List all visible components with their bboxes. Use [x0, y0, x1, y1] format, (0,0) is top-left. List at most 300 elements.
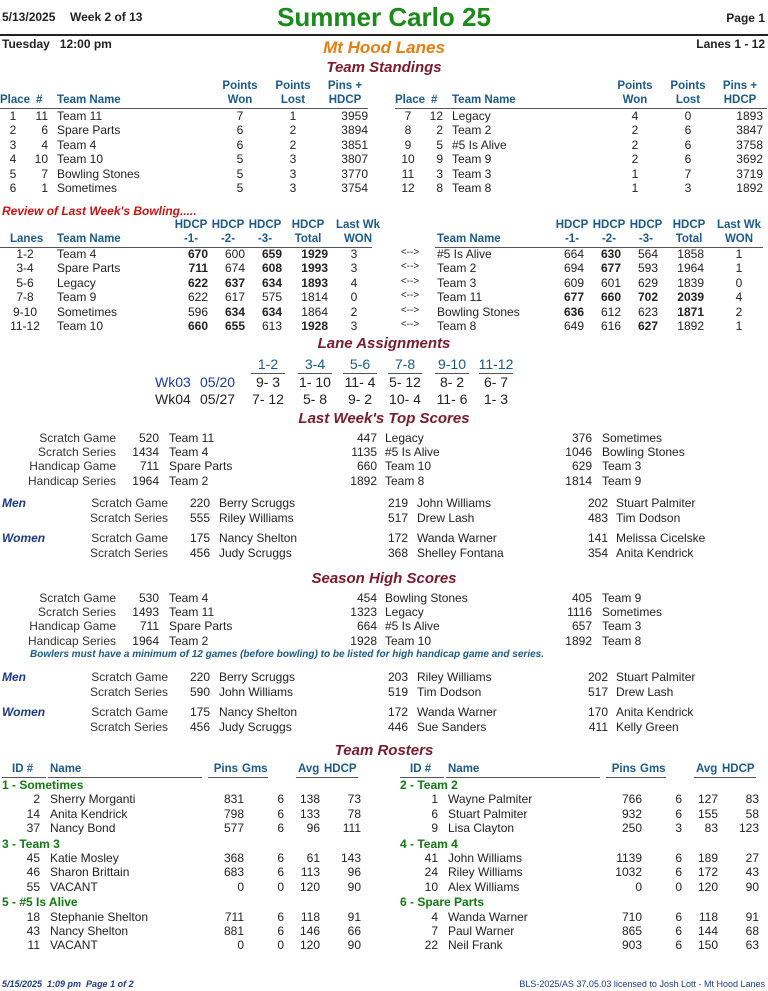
bowler-id: 9 [431, 821, 438, 836]
hdcp-game-header: HDCP [248, 219, 282, 231]
score-value: 629 [571, 459, 592, 474]
team-name-header: Team Name [437, 233, 501, 245]
last-week-won-header: WON [343, 233, 373, 245]
last-week-won-header: Last Wk [335, 219, 381, 231]
hdcp-game-header: HDCP [211, 219, 245, 231]
place-cell: 6 [9, 181, 17, 195]
pins-cell: 932 [621, 806, 642, 821]
bowler-name: Judy Scruggs [219, 545, 292, 560]
score-category: Scratch Game [39, 590, 116, 605]
pins-hdcp-header: HDCP [723, 94, 757, 106]
score-category: Scratch Series [89, 545, 168, 560]
top-scores-title: Last Week's Top Scores [298, 410, 470, 427]
score-cell: 649 [563, 319, 584, 333]
roster-team-name: 5 - #5 Is Alive [2, 895, 78, 910]
team-name-header: Team Name [452, 94, 516, 106]
team-number-cell: 8 [436, 181, 443, 195]
score-category: Scratch Series [89, 719, 168, 734]
games-cell: 6 [675, 851, 682, 865]
average-header: Avg [298, 763, 320, 775]
team-number-cell: 10 [34, 152, 48, 167]
average-cell: 189 [697, 851, 718, 865]
team-name-cell: Bowling Stones [437, 304, 520, 319]
place-cell: 12 [401, 181, 415, 195]
score-value: 555 [189, 510, 210, 525]
score-value: 220 [189, 496, 210, 511]
hdcp-total-header: Total [294, 233, 322, 245]
team-name: Team 8 [602, 633, 642, 648]
lanes-cell: 11-12 [10, 319, 40, 333]
hdcp-cell: 78 [347, 806, 361, 821]
team-name-cell: Team 10 [57, 319, 104, 333]
score-cell: 660 [600, 290, 621, 305]
last-week-won-cell: 3 [350, 247, 358, 261]
team-name-cell: Team 9 [57, 290, 97, 305]
bowler-name: Katie Mosley [50, 851, 119, 865]
score-value: 368 [387, 545, 408, 560]
bowler-id: 10 [424, 879, 438, 894]
games-cell: 6 [277, 924, 284, 938]
average-header: Avg [696, 763, 718, 775]
pins-cell: 0 [237, 879, 244, 894]
points-won-header: Points [617, 80, 653, 92]
pins-cell: 711 [224, 909, 244, 924]
bowler-name: Tim Dodson [417, 684, 482, 699]
points-lost-cell: 3 [289, 166, 297, 181]
games-header: Gms [640, 763, 666, 775]
lanes-cell: 1-2 [16, 247, 34, 261]
last-week-won-cell: 3 [350, 319, 358, 333]
team-name-cell: Bowling Stones [57, 166, 140, 181]
games-cell: 6 [675, 792, 682, 807]
team-number-header: # [431, 94, 438, 106]
average-cell: 150 [697, 938, 718, 953]
points-won-cell: 2 [631, 152, 639, 167]
bowler-name: Anita Kendrick [616, 545, 694, 560]
pins-hdcp-cell: 3758 [736, 137, 763, 152]
men-label: Men [2, 670, 26, 685]
team-name: #5 Is Alive [385, 619, 440, 634]
lane-assignments-title: Lane Assignments [317, 335, 451, 352]
score-cell: 613 [261, 319, 282, 333]
team-name: Team 2 [169, 473, 209, 488]
place-cell: 3 [9, 137, 17, 152]
hdcp-cell: 43 [745, 865, 759, 880]
average-cell: 146 [299, 924, 320, 938]
score-cell: 674 [224, 261, 245, 276]
bowler-name: Sharon Brittain [50, 865, 130, 880]
lane-pair-header: 3-4 [304, 356, 326, 372]
bowler-name: Berry Scruggs [219, 496, 296, 511]
points-won-cell: 5 [236, 166, 244, 181]
games-cell: 6 [675, 909, 682, 924]
score-value: 220 [189, 670, 210, 685]
team-name-cell: Team 2 [437, 261, 477, 276]
score-value: 141 [587, 531, 608, 546]
score-cell: 655 [224, 319, 245, 333]
hdcp-game-header: HDCP [555, 219, 589, 231]
points-won-header: Won [622, 94, 648, 106]
games-cell: 0 [675, 879, 682, 894]
lane-pair-header: 5-6 [349, 356, 371, 372]
pins-cell: 250 [621, 821, 642, 836]
score-value: 203 [387, 670, 408, 685]
points-lost-cell: 7 [684, 166, 692, 181]
bowler-name: Nancy Shelton [219, 705, 298, 720]
place-header: Place [0, 94, 31, 106]
team-number-cell: 2 [436, 123, 443, 138]
bowler-name: Judy Scruggs [219, 719, 292, 734]
score-value: 1434 [132, 444, 159, 459]
lanes-cell: 7-8 [16, 290, 34, 305]
team-name-cell: Team 9 [452, 152, 492, 167]
versus-arrow: <--> [400, 247, 420, 258]
points-won-cell: 4 [631, 109, 639, 123]
points-lost-cell: 3 [684, 181, 692, 195]
pins-hdcp-header: Pins + [722, 80, 758, 92]
team-name-cell: Team 2 [452, 123, 492, 138]
team-name: Sometimes [602, 430, 663, 445]
points-won-cell: 1 [631, 166, 639, 181]
score-value: 711 [139, 459, 159, 474]
score-cell: 622 [187, 275, 208, 290]
lane-pair-header: 1-2 [257, 356, 279, 372]
points-won-cell: 2 [631, 123, 639, 138]
team-name-cell: #5 Is Alive [452, 137, 507, 152]
score-cell: 664 [563, 247, 584, 261]
review-title: Review of Last Week's Bowling..... [2, 204, 197, 218]
score-value: 454 [356, 590, 377, 605]
games-cell: 6 [277, 865, 284, 880]
team-name-cell: Legacy [452, 109, 491, 123]
bowler-name: Drew Lash [417, 510, 475, 525]
hdcp-cell: 90 [347, 938, 361, 953]
bowler-name: Shelley Fontana [417, 545, 504, 560]
hdcp-game-header: HDCP [174, 219, 208, 231]
score-value: 1135 [351, 444, 377, 459]
score-category: Scratch Game [91, 670, 168, 685]
score-value: 456 [189, 545, 210, 560]
team-name: Team 4 [169, 444, 209, 459]
average-cell: 120 [697, 879, 718, 894]
team-name-cell: Team 8 [452, 181, 492, 195]
score-value: 175 [189, 531, 210, 546]
versus-arrow: <--> [400, 261, 420, 273]
team-number-cell: 7 [41, 166, 48, 181]
team-matchup: 1- 10 [299, 374, 331, 390]
hdcp-game-header: -2- [220, 233, 236, 245]
team-number-cell: 9 [436, 152, 443, 167]
score-value: 172 [387, 531, 408, 546]
roster-team-name: 1 - Sometimes [2, 778, 84, 792]
average-cell: 127 [697, 792, 718, 807]
team-name-cell: Sometimes [57, 181, 118, 195]
place-header: Place [395, 94, 426, 106]
points-lost-cell: 0 [684, 109, 692, 123]
bowler-name: Riley Williams [219, 510, 294, 525]
score-cell: 637 [224, 275, 245, 290]
score-value: 1116 [567, 604, 592, 619]
team-name: Team 3 [602, 619, 642, 634]
last-week-won-cell: 2 [350, 304, 358, 319]
points-lost-header: Points [670, 80, 706, 92]
last-week-won-cell: 0 [350, 290, 358, 305]
points-lost-cell: 3 [289, 181, 297, 195]
pins-hdcp-cell: 3894 [341, 123, 368, 138]
bowler-name: John Williams [219, 684, 294, 699]
bowler-name: Stephanie Shelton [50, 909, 149, 924]
pins-cell: 0 [237, 938, 244, 953]
team-name-cell: Spare Parts [57, 261, 121, 276]
games-cell: 0 [277, 938, 284, 953]
points-won-cell: 6 [236, 137, 244, 152]
week-date: 05/20 [200, 374, 236, 390]
women-label: Women [2, 705, 46, 720]
points-won-cell: 2 [631, 137, 639, 152]
score-cell: 677 [563, 290, 584, 305]
place-cell: 7 [404, 109, 412, 123]
women-label: Women [2, 531, 46, 546]
pins-cell: 881 [223, 924, 244, 938]
score-value: 657 [571, 619, 592, 634]
team-name: Team 11 [169, 604, 215, 619]
hdcp-cell: 63 [745, 938, 759, 953]
place-cell: 2 [9, 123, 17, 138]
bowler-name: Lisa Clayton [448, 821, 515, 836]
team-name-cell: Team 11 [57, 109, 103, 123]
games-cell: 0 [277, 879, 284, 894]
score-cell: 629 [637, 275, 658, 290]
last-week-won-cell: 4 [735, 290, 743, 305]
team-name: Team 4 [169, 590, 209, 605]
hdcp-cell: 91 [745, 909, 759, 924]
score-value: 1046 [565, 444, 592, 459]
score-cell: 670 [187, 247, 208, 261]
score-cell: 1892 [677, 319, 704, 333]
score-cell: 659 [261, 247, 282, 261]
bowler-id: 18 [26, 909, 40, 924]
week-label: Wk03 [155, 374, 191, 390]
place-cell: 10 [401, 152, 415, 167]
standings-title: Team Standings [326, 59, 442, 76]
pins-cell: 577 [223, 821, 244, 836]
place-cell: 9 [404, 137, 412, 152]
hdcp-cell: 73 [347, 792, 361, 807]
footer-left: 5/15/2025 1:09 pm Page 1 of 2 [2, 979, 134, 989]
pins-cell: 0 [635, 879, 642, 894]
score-value: 376 [571, 430, 592, 445]
score-value: 520 [138, 430, 159, 445]
score-value: 1814 [565, 473, 592, 488]
pins-cell: 1139 [616, 851, 642, 865]
games-cell: 3 [675, 821, 682, 836]
hdcp-cell: 90 [745, 879, 759, 894]
score-cell: 622 [187, 290, 208, 305]
score-value: 446 [387, 719, 408, 734]
team-matchup: 10- 4 [389, 391, 421, 407]
hdcp-total-header: HDCP [672, 219, 706, 231]
name-header: Name [448, 763, 480, 775]
team-name: Bowling Stones [602, 444, 685, 459]
team-matchup: 11- 4 [344, 374, 376, 390]
average-cell: 120 [299, 879, 320, 894]
bowler-name: Nancy Shelton [219, 531, 298, 546]
games-cell: 6 [675, 865, 682, 880]
score-cell: 1814 [301, 290, 328, 305]
score-value: 660 [356, 459, 377, 474]
pins-cell: 865 [621, 924, 642, 938]
score-cell: 623 [637, 304, 658, 319]
points-lost-cell: 1 [289, 109, 297, 123]
team-name: Team 3 [602, 459, 642, 474]
bowler-name: Riley Williams [417, 670, 492, 685]
score-value: 664 [356, 619, 377, 634]
average-cell: 118 [300, 909, 320, 924]
points-lost-cell: 6 [684, 152, 692, 167]
average-cell: 133 [299, 806, 320, 821]
games-cell: 6 [277, 909, 284, 924]
bowler-name: Kelly Green [616, 719, 679, 734]
team-name-cell: Team 4 [57, 247, 97, 261]
score-value: 517 [387, 510, 408, 525]
score-value: 170 [587, 705, 608, 720]
pins-hdcp-cell: 3847 [736, 123, 763, 138]
team-name: Spare Parts [169, 619, 233, 634]
score-category: Scratch Series [89, 684, 168, 699]
bowler-name: John Williams [448, 851, 523, 865]
points-won-cell: 5 [236, 181, 244, 195]
versus-arrow: <--> [400, 304, 420, 316]
score-value: 172 [387, 705, 408, 720]
score-cell: 627 [637, 319, 658, 333]
pins-cell: 798 [223, 806, 244, 821]
team-name-cell: Sometimes [57, 304, 118, 319]
hdcp-cell: 66 [347, 924, 361, 938]
lanes-cell: 5-6 [16, 275, 34, 290]
hdcp-header: HDCP [722, 763, 755, 775]
bowler-name: Stuart Palmiter [616, 496, 696, 511]
pins-header: Pins [213, 763, 238, 775]
bowler-name: Berry Scruggs [219, 670, 296, 685]
score-value: 456 [189, 719, 210, 734]
league-title: Summer Carlo 25 [277, 2, 491, 32]
bowler-name: Sue Sanders [417, 719, 487, 734]
team-name: Team 9 [602, 473, 642, 488]
roster-team-name: 3 - Team 3 [2, 836, 60, 851]
score-value: 202 [587, 496, 608, 511]
pins-hdcp-cell: 3807 [341, 152, 368, 167]
team-matchup: 9- 3 [255, 374, 281, 390]
average-cell: 138 [299, 792, 320, 807]
team-name-cell: #5 Is Alive [437, 247, 492, 261]
bowler-id: 7 [431, 924, 438, 938]
pins-cell: 683 [223, 865, 244, 880]
id-header: ID # [12, 763, 34, 775]
pins-cell: 766 [621, 792, 642, 807]
score-cell: 575 [261, 290, 282, 305]
games-header: Gms [242, 763, 268, 775]
lanes-cell: 3-4 [16, 261, 34, 276]
points-won-cell: 5 [236, 152, 244, 167]
versus-arrow: <--> [400, 319, 420, 330]
hdcp-game-header: HDCP [592, 219, 626, 231]
points-won-cell: 6 [236, 123, 244, 138]
games-cell: 6 [277, 821, 284, 836]
hdcp-cell: 123 [738, 821, 759, 836]
team-name-cell: Team 11 [437, 290, 483, 305]
bowler-name: Drew Lash [616, 684, 674, 699]
bowler-id: 43 [26, 924, 40, 938]
average-cell: 120 [299, 938, 320, 953]
bowler-id: 6 [431, 806, 438, 821]
score-value: 1323 [350, 604, 377, 619]
score-category: Scratch Series [37, 604, 116, 619]
score-cell: 1871 [677, 304, 704, 319]
team-name-cell: Team 3 [437, 275, 477, 290]
bowler-name: Stuart Palmiter [448, 806, 528, 821]
score-cell: 711 [188, 261, 208, 276]
bowling-center: Mt Hood Lanes [323, 38, 445, 57]
pins-hdcp-cell: 3959 [341, 109, 368, 123]
pins-hdcp-header: Pins + [327, 80, 363, 92]
score-cell: 608 [261, 261, 282, 276]
team-number-cell: 1 [41, 181, 48, 195]
score-category: Handicap Series [27, 473, 116, 488]
bowler-name: Melissa Cicelske [616, 531, 706, 546]
bowler-name: Alex Williams [448, 879, 520, 894]
average-cell: 83 [704, 821, 718, 836]
score-cell: 1858 [677, 247, 704, 261]
page-number: Page 1 [726, 11, 765, 25]
team-matchup: 11- 6 [436, 391, 468, 407]
place-cell: 8 [404, 123, 412, 138]
team-number-header: # [36, 94, 43, 106]
bowler-name: VACANT [50, 938, 98, 953]
team-name: #5 Is Alive [385, 444, 440, 459]
team-number-cell: 12 [429, 109, 443, 123]
games-cell: 6 [277, 851, 284, 865]
score-cell: 2039 [677, 290, 704, 305]
pins-cell: 710 [621, 909, 642, 924]
team-number-cell: 6 [41, 123, 48, 138]
score-cell: 1929 [301, 247, 328, 261]
team-matchup: 5- 8 [302, 391, 328, 407]
score-cell: 609 [563, 275, 584, 290]
pins-hdcp-cell: 3692 [736, 152, 763, 167]
score-cell: 600 [224, 247, 245, 261]
team-matchup: 1- 3 [483, 391, 509, 407]
hdcp-cell: 27 [745, 851, 759, 865]
pins-hdcp-cell: 3770 [341, 166, 368, 181]
bowler-id: 24 [424, 865, 438, 880]
bowler-name: John Williams [417, 496, 492, 511]
lane-pair-header: 11-12 [478, 356, 514, 372]
score-cell: 677 [600, 261, 621, 276]
bowler-id: 14 [26, 806, 40, 821]
score-cell: 660 [187, 319, 208, 333]
score-cell: 596 [187, 304, 208, 319]
bowler-id: 4 [431, 909, 438, 924]
season-scores-title: Season High Scores [311, 570, 457, 587]
last-week-won-cell: 1 [735, 319, 743, 333]
team-name: Legacy [385, 430, 424, 445]
points-lost-cell: 3 [289, 152, 297, 167]
hdcp-total-header: Total [675, 233, 703, 245]
lanes-header: Lanes [10, 233, 44, 245]
score-value: 517 [587, 684, 608, 699]
league-week: Week 2 of 13 [70, 10, 143, 24]
games-cell: 6 [675, 938, 682, 953]
